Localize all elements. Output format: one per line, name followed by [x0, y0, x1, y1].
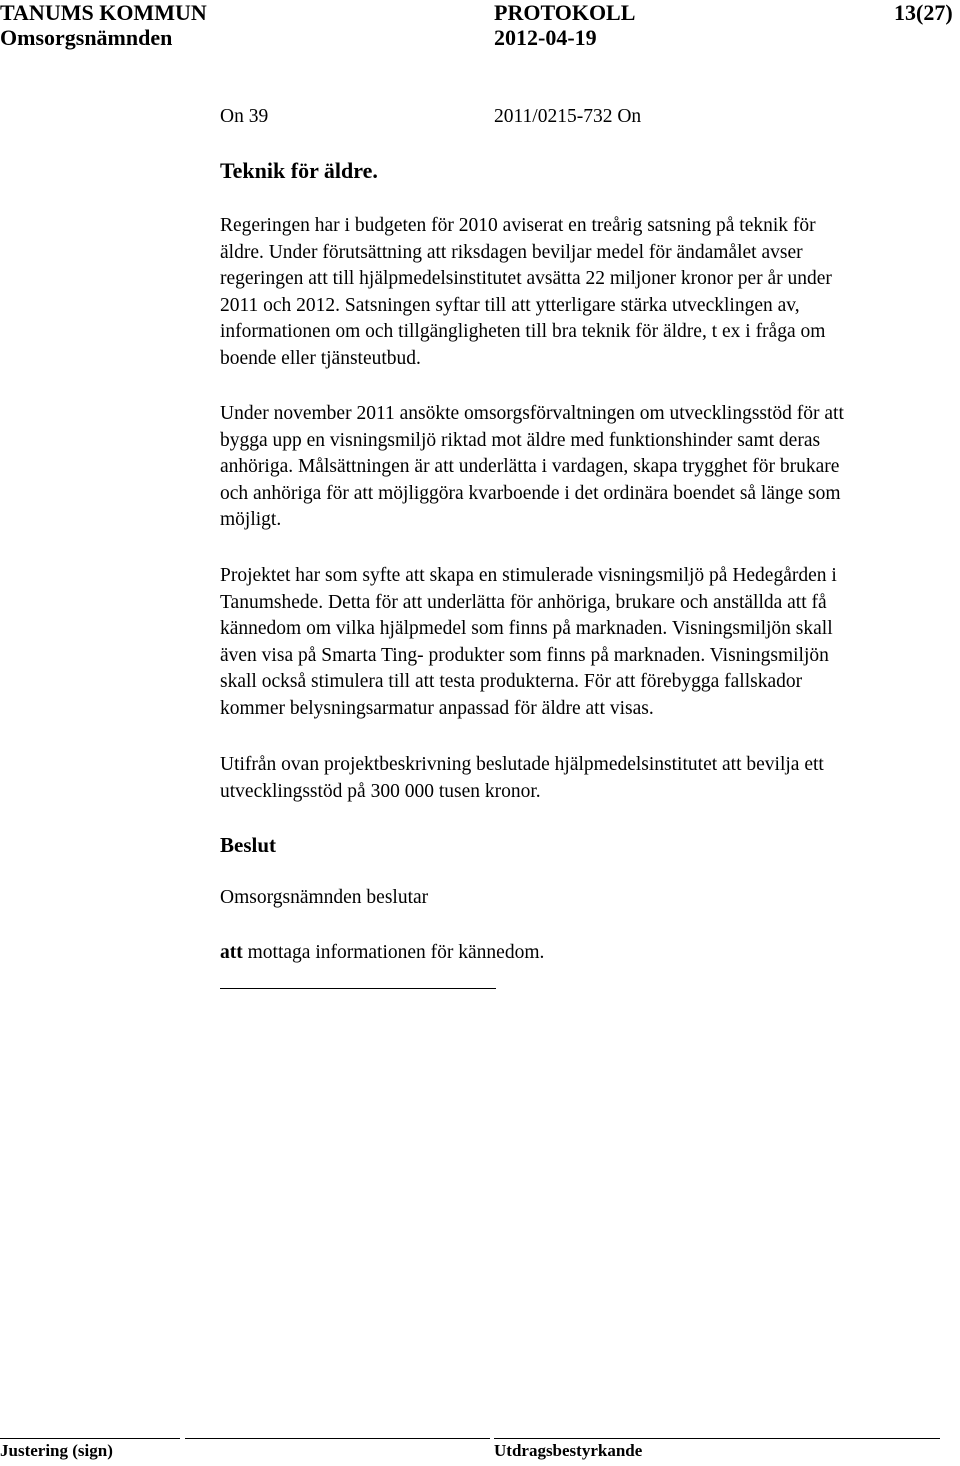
paragraph-3	[220, 563, 960, 722]
header-committee: Omsorgsnämnden	[0, 25, 173, 50]
decision-heading: Beslut	[220, 833, 277, 857]
item-title: Teknik för äldre.	[220, 158, 378, 183]
paragraph-line: Regeringen har i budgeten för 2010 aviserat en treårig satsning på teknik för	[220, 215, 816, 236]
header-org: TANUMS KOMMUN	[0, 0, 207, 25]
paragraph-2	[220, 401, 960, 534]
header-date: 2012-04-19	[494, 25, 597, 50]
paragraph-line: anhöriga. Målsättningen är att underlätta i vardagen, skapa trygghet för brukare	[220, 456, 840, 477]
case-id: 2011/0215-732 On	[494, 106, 642, 127]
footer-justering: Justering (sign)	[0, 1441, 113, 1460]
footer-utdragsbestyrkande: Utdragsbestyrkande	[494, 1441, 643, 1460]
paragraph-line: skall också stimulera till att testa produkterna. För att förebygga fallskador	[220, 671, 803, 692]
paragraph-line: 2011 och 2012. Satsningen syftar till att ytterligare stärka utvecklingen av,	[220, 294, 800, 316]
paragraph-line: och anhöriga för att möjliggöra kvarboende i det ordinära boendet så länge som	[220, 482, 841, 504]
decision-resolution	[220, 940, 544, 967]
end-divider	[220, 988, 496, 989]
paragraph-line: kommer belysningsarmatur anpassad för äldre att visas.	[220, 697, 654, 719]
paragraph-line: Under november 2011 ansökte omsorgsförvaltningen om utvecklingsstöd för att	[220, 403, 844, 424]
resolution-text: mottaga informationen för kännedom.	[242, 942, 545, 963]
paragraph-line: informationen om och tillgängligheten till bra teknik för äldre, t ex i fråga om	[220, 321, 826, 342]
paragraph-line: kännedom om vilka hjälpmedel som finns på marknaden. Visningsmiljön skall	[220, 618, 833, 639]
paragraph-line: Tanumshede. Detta för att underlätta för anhöriga, brukare och anställda att få	[220, 591, 827, 613]
header-doc-type: PROTOKOLL	[494, 0, 636, 25]
paragraph-line: äldre. Under förutsättning att riksdagen beviljar medel för ändamålet avser	[220, 241, 803, 263]
paragraph-line: möjligt.	[220, 509, 282, 530]
paragraph-line: även visa på Smarta Ting- produkter som finns på marknaden. Visningsmiljön	[220, 644, 829, 666]
paragraph-1	[220, 213, 960, 372]
footer-rule-left	[0, 1438, 180, 1439]
paragraph-line: regeringen att till hjälpmedelsinstitutet avsätta 22 miljoner kronor per år under	[220, 268, 832, 289]
paragraph-line: boende eller tjänsteutbud.	[220, 347, 421, 369]
paragraph-line: utvecklingsstöd på 300 000 tusen kronor.	[220, 780, 541, 802]
paragraph-line: Projektet har som syfte att skapa en stimulerade visningsmiljö på Hedegården i	[220, 565, 837, 586]
header-page-number: 13(27)	[894, 0, 953, 25]
paragraph-line: Utifrån ovan projektbeskrivning beslutade hjälpmedelsinstitutet att bevilja ett	[220, 754, 824, 775]
paragraph-4	[220, 752, 960, 805]
footer-rule-right	[494, 1438, 940, 1439]
att-keyword: att	[220, 942, 243, 963]
footer-rule-middle	[185, 1438, 490, 1439]
paragraph-line: bygga upp en visningsmiljö riktad mot äldre med funktionshinder samt deras	[220, 429, 821, 451]
item-number: On 39	[220, 106, 269, 127]
decision-body: Omsorgsnämnden beslutar	[220, 887, 429, 908]
